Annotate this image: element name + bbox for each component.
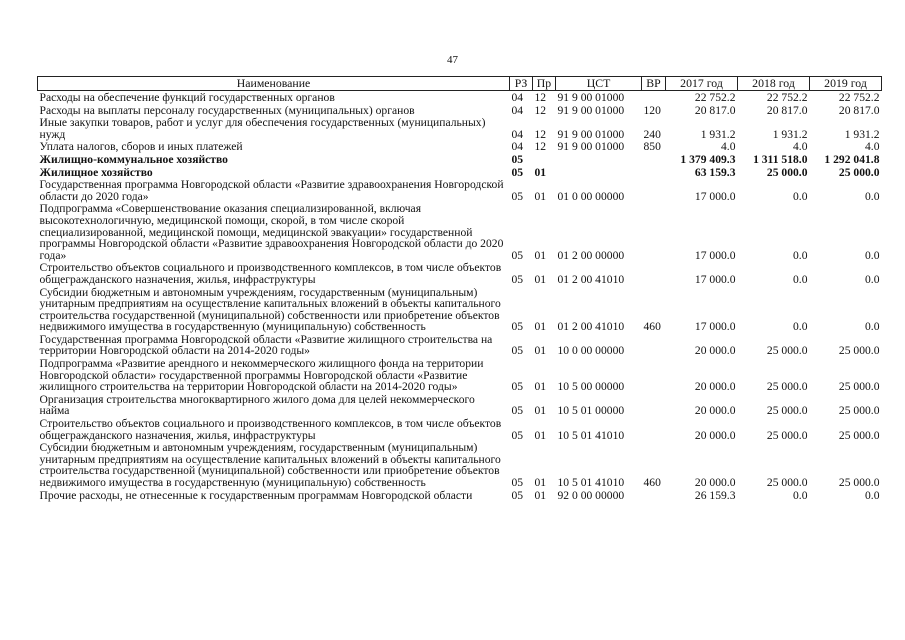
header-2018: 2018 год — [738, 77, 810, 91]
row-2017: 1 379 409.3 — [680, 152, 736, 166]
table-row — [38, 166, 882, 179]
row-2017: 22 752.2 — [694, 91, 736, 104]
table-row — [38, 333, 882, 357]
table-row — [38, 441, 882, 488]
row-cst: 01 2 00 41010 — [557, 320, 625, 334]
row-rz: 05 — [511, 380, 524, 394]
row-vr: 460 — [643, 476, 661, 489]
row-2018: 22 752.2 — [766, 91, 808, 104]
row-rz: 05 — [511, 152, 524, 166]
row-cst: 91 9 00 01000 — [557, 91, 625, 104]
row-vr — [642, 333, 666, 357]
row-rz: 05 — [511, 404, 524, 418]
row-2017: 20 000.0 — [694, 344, 736, 358]
row-2018: 25 000.0 — [766, 380, 808, 394]
row-vr — [642, 91, 666, 104]
row-rz: 05 — [511, 165, 524, 179]
table-row — [38, 116, 882, 140]
row-name: Жилищное хозяйство — [39, 165, 153, 179]
row-rz: 05 — [511, 248, 524, 262]
row-name: Прочие расходы, не отнесенные к государственным программам Новгородской области — [39, 488, 473, 502]
header-rz: РЗ — [510, 77, 533, 91]
row-name: Субсидии бюджетным и автономным учреждениям, государственным (муниципальным) унитарным предприятиям на осуществление капитальных вложений в объекты капитального строительства государственной (муниципальной) собственности или приобретение объектов недвижимого имущества в государственную (муниципальную) собственность — [39, 285, 501, 334]
row-vr: 850 — [643, 140, 661, 154]
row-2017: 20 000.0 — [694, 428, 736, 442]
row-pr: 01 — [534, 428, 547, 442]
row-2018: 25 000.0 — [766, 165, 808, 179]
row-cst: 10 5 01 00000 — [557, 404, 625, 418]
row-2019: 0.0 — [865, 488, 880, 502]
row-rz: 05 — [511, 189, 524, 203]
row-name: Жилищно-коммунальное хозяйство — [39, 152, 228, 166]
row-rz: 05 — [511, 428, 524, 442]
row-pr: 01 — [534, 476, 547, 489]
row-2017: 20 000.0 — [694, 380, 736, 394]
row-name: Подпрограмма «Совершенствование оказания специализированной, включая высокотехнологичную, медицинской помощи, скорой, в том числе скорой специализированной, медицинской помощи, медицинской эвакуации» государственной программы Новгородской области «Развитие здравоохранения Новгородской области до 2020 года» — [39, 202, 504, 262]
row-2017: 63 159.3 — [694, 165, 736, 179]
row-pr: 01 — [534, 320, 547, 334]
row-2018: 1 931.2 — [772, 127, 808, 141]
row-2019: 25 000.0 — [838, 476, 880, 489]
row-cst: 01 2 00 00000 — [557, 248, 625, 262]
row-2019: 22 752.2 — [838, 91, 880, 104]
row-name: Расходы на выплаты персоналу государственных (муниципальных) органов — [39, 103, 415, 117]
row-2018: 25 000.0 — [766, 476, 808, 489]
row-2017: 17 000.0 — [694, 272, 736, 286]
row-2018: 4.0 — [793, 140, 808, 154]
row-rz: 05 — [511, 344, 524, 358]
row-cst: 91 9 00 01000 — [557, 103, 625, 117]
header-cst: ЦСТ — [556, 77, 642, 91]
row-pr: 12 — [534, 127, 547, 141]
row-name: Субсидии бюджетным и автономным учреждениям, государственным (муниципальным) унитарным предприятиям на осуществление капитальных вложений в объекты капитального строительства государственной (муниципальной) собственности или приобретение объектов недвижимого имущества в государственную (муниципальную) собственность — [39, 441, 501, 489]
row-2019: 25 000.0 — [838, 404, 880, 418]
table-body — [38, 91, 882, 502]
row-2017: 20 000.0 — [694, 404, 736, 418]
row-pr: 01 — [534, 344, 547, 358]
row-2019: 1 292 041.8 — [824, 152, 880, 166]
row-2017: 26 159.3 — [694, 488, 736, 502]
row-2018: 0.0 — [793, 189, 808, 203]
row-cst: 01 2 00 41010 — [557, 272, 625, 286]
table-row — [38, 153, 882, 166]
row-2019: 25 000.0 — [838, 428, 880, 442]
row-2018: 0.0 — [793, 248, 808, 262]
row-2019: 0.0 — [865, 189, 880, 203]
row-name: Подпрограмма «Развитие арендного и некоммерческого жилищного фонда на территории Новгородской области» государственной программы Новгородской области «Развитие жилищного строительства на территории Новгородской области на 2014-2020 годы» — [39, 357, 484, 394]
row-2017: 17 000.0 — [694, 248, 736, 262]
table-row — [38, 286, 882, 333]
row-2019: 0.0 — [865, 272, 880, 286]
row-cst: 10 5 00 00000 — [557, 380, 625, 394]
row-cst — [556, 166, 642, 179]
table-row — [38, 261, 882, 285]
table-row — [38, 393, 882, 417]
row-2018: 20 817.0 — [766, 103, 808, 117]
row-rz: 05 — [511, 488, 524, 502]
row-vr — [642, 202, 666, 261]
row-name: Организация строительства многоквартирного жилого дома для целей некоммерческого найма — [39, 392, 475, 418]
row-pr: 12 — [534, 91, 547, 104]
header-2019: 2019 год — [810, 77, 882, 91]
row-name: Строительство объектов социального и производственного комплексов, в том числе объектов общегражданского назначения, жилья, инфраструктуры — [39, 261, 502, 286]
row-2019: 25 000.0 — [838, 380, 880, 394]
row-2018: 0.0 — [793, 320, 808, 334]
row-vr: 460 — [643, 320, 661, 334]
row-pr: 01 — [534, 272, 547, 286]
table-row — [38, 202, 882, 261]
budget-table — [37, 76, 882, 501]
row-vr — [642, 178, 666, 202]
row-rz: 04 — [511, 127, 524, 141]
row-vr — [642, 417, 666, 441]
row-2019: 1 931.2 — [844, 127, 880, 141]
row-vr: 120 — [643, 103, 661, 117]
row-vr — [642, 357, 666, 393]
row-name: Государственная программа Новгородской области «Развитие жилищного строительства на территории Новгородской области на 2014-2020 годы» — [39, 332, 493, 358]
row-2018: 25 000.0 — [766, 404, 808, 418]
row-vr — [642, 489, 666, 502]
table-header-row — [38, 77, 882, 91]
row-rz: 05 — [511, 320, 524, 334]
row-vr — [642, 153, 666, 166]
row-vr: 240 — [643, 127, 661, 141]
row-2017: 1 931.2 — [700, 127, 736, 141]
table-row — [38, 140, 882, 153]
row-cst: 01 0 00 00000 — [557, 189, 625, 203]
header-pr: Пр — [533, 77, 556, 91]
row-vr — [642, 393, 666, 417]
row-vr — [642, 261, 666, 285]
row-cst: 91 9 00 01000 — [557, 140, 625, 154]
row-rz: 04 — [511, 91, 524, 104]
row-name: Государственная программа Новгородской области «Развитие здравоохранения Новгородской области до 2020 года» — [39, 178, 504, 203]
header-name: Наименование — [38, 77, 510, 91]
row-2019: 25 000.0 — [838, 344, 880, 358]
row-name: Строительство объектов социального и производственного комплексов, в том числе объектов общегражданского назначения, жилья, инфраструктуры — [39, 417, 502, 442]
row-cst — [556, 153, 642, 166]
row-name: Уплата налогов, сборов и иных платежей — [39, 140, 243, 154]
row-cst: 91 9 00 01000 — [557, 127, 625, 141]
row-pr: 01 — [534, 380, 547, 394]
row-rz: 05 — [511, 272, 524, 286]
row-2018: 0.0 — [793, 488, 808, 502]
row-2019: 4.0 — [865, 140, 880, 154]
table-row — [38, 357, 882, 393]
row-rz: 04 — [511, 140, 524, 154]
row-2017: 17 000.0 — [694, 320, 736, 334]
row-pr: 12 — [534, 140, 547, 154]
row-2018: 0.0 — [793, 272, 808, 286]
table-row — [38, 91, 882, 104]
row-pr: 01 — [534, 189, 547, 203]
row-cst: 92 0 00 00000 — [557, 488, 625, 502]
row-cst: 10 5 01 41010 — [557, 428, 625, 442]
row-2019: 0.0 — [865, 248, 880, 262]
row-name: Расходы на обеспечение функций государственных органов — [39, 91, 335, 104]
row-pr — [533, 153, 556, 166]
row-2017: 4.0 — [721, 140, 736, 154]
row-cst: 10 0 00 00000 — [557, 344, 625, 358]
header-2017: 2017 год — [666, 77, 738, 91]
table-row — [38, 489, 882, 502]
row-rz: 05 — [511, 476, 524, 489]
row-2019: 25 000.0 — [838, 165, 880, 179]
table-row — [38, 104, 882, 117]
row-2017: 20 000.0 — [694, 476, 736, 489]
row-vr — [642, 166, 666, 179]
row-2018: 1 311 518.0 — [753, 152, 808, 166]
row-2019: 0.0 — [865, 320, 880, 334]
row-pr: 01 — [534, 165, 547, 179]
row-cst: 10 5 01 41010 — [557, 476, 625, 489]
row-name: Иные закупки товаров, работ и услуг для обеспечения государственных (муниципальных) нужд — [39, 116, 486, 141]
row-pr: 01 — [534, 404, 547, 418]
header-vr: ВР — [642, 77, 666, 91]
row-pr: 01 — [534, 248, 547, 262]
row-rz: 04 — [511, 103, 524, 117]
row-2018: 25 000.0 — [766, 428, 808, 442]
row-2019: 20 817.0 — [838, 103, 880, 117]
table-row — [38, 178, 882, 202]
row-2017: 17 000.0 — [694, 189, 736, 203]
row-pr: 01 — [534, 488, 547, 502]
row-pr: 12 — [534, 103, 547, 117]
table-row — [38, 417, 882, 441]
page-number: 47 — [447, 54, 458, 66]
row-2018: 25 000.0 — [766, 344, 808, 358]
row-2017: 20 817.0 — [694, 103, 736, 117]
